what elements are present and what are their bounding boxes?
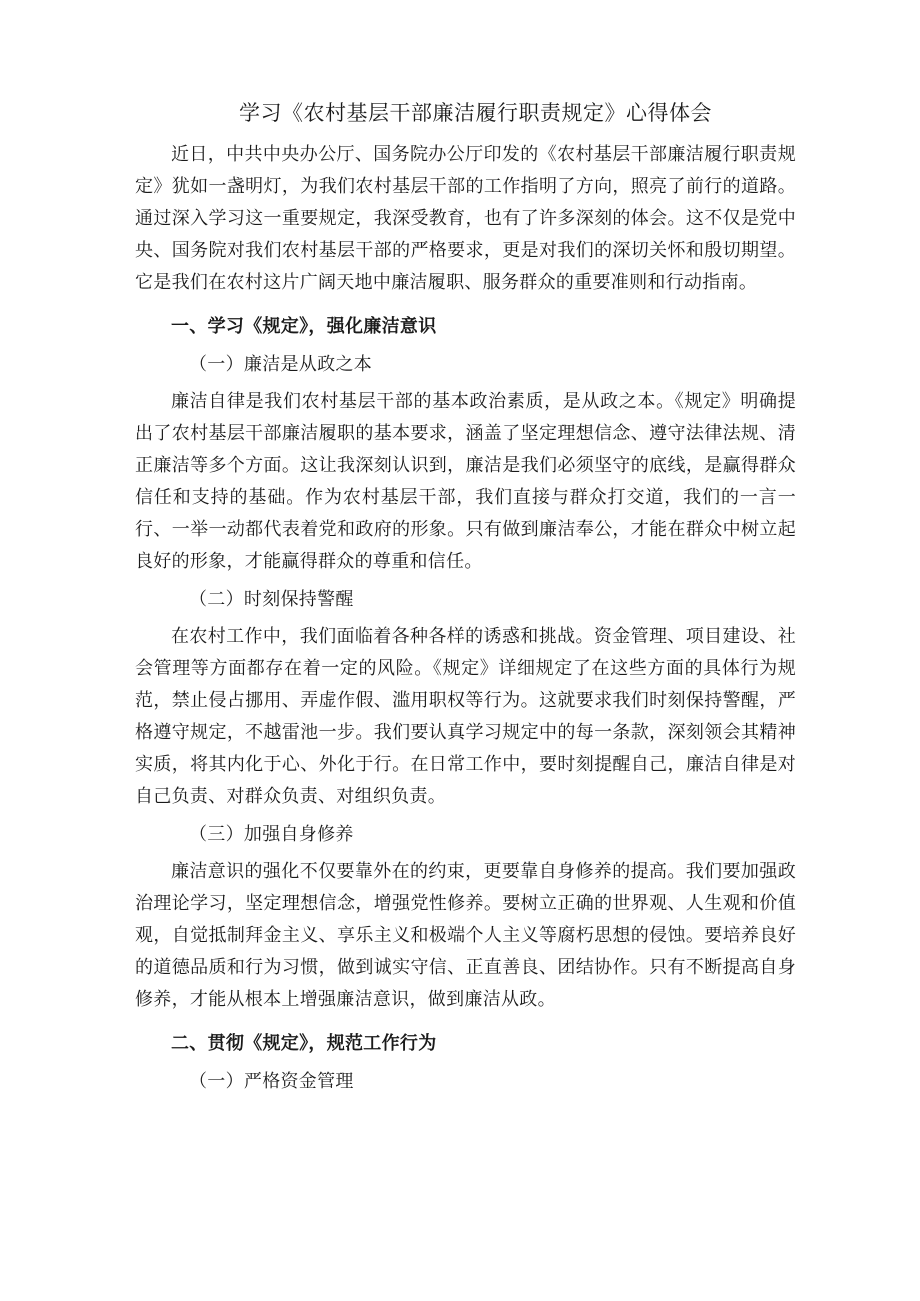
subsection-heading-2-1: （一）严格资金管理 [189,1071,354,1092]
subsection-body-1-2: 在农村工作中，我们面临着各种各样的诱惑和挑战。资金管理、项目建设、社会管理等方面都存在着一定的风险。《规定》详细规定了在这些方面的具体行为规范，禁止侵占挪用、弄虚作假、滥用职权等行为。这就要求我们时刻保持警醒，严格遵守规定，不越雷池一步。我们要认真学习规定中的每一条款，深刻领会其精神实质，将其内化于心、外化于行。在日常工作中，要时刻提醒自己，廉洁自律是对自己负责、对群众负责、对组织负责。 [135,626,796,807]
subsection-body-1-1: 廉洁自律是我们农村基层干部的基本政治素质，是从政之本。《规定》明确提出了农村基层干部廉洁履职的基本要求，涵盖了坚定理想信念、遵守法律法规、清正廉洁等多个方面。这让我深刻认识到，廉洁是我们必须坚守的底线，是赢得群众信任和支持的基础。作为农村基层干部，我们直接与群众打交道，我们的一言一行、一举一动都代表着党和政府的形象。只有做到廉洁奉公，才能在群众中树立起良好的形象，才能赢得群众的尊重和信任。 [135,391,796,572]
document-title: 学习《农村基层干部廉洁履行职责规定》心得体会 [239,101,712,125]
intro-paragraph: 近日，中共中央办公厅、国务院办公厅印发的《农村基层干部廉洁履行职责规定》犹如一盏明灯，为我们农村基层干部的工作指明了方向，照亮了前行的道路。通过深入学习这一重要规定，我深受教育，也有了许多深刻的体会。这不仅是党中央、国务院对我们农村基层干部的严格要求，更是对我们的深切关怀和殷切期望。它是我们在农村这片广阔天地中廉洁履职、服务群众的重要准则和行动指南。 [135,144,796,293]
document-page [135,100,796,1103]
section-heading-2: 二、贯彻《规定》，规范工作行为 [171,1033,437,1054]
subsection-heading-1-3: （三）加强自身修养 [189,824,354,845]
section-heading-1: 一、学习《规定》，强化廉洁意识 [171,316,437,337]
subsection-heading-1-2: （二）时刻保持警醒 [189,589,354,610]
subsection-heading-1-1: （一）廉洁是从政之本 [189,354,372,375]
subsection-body-1-3: 廉洁意识的强化不仅要靠外在的约束，更要靠自身修养的提高。我们要加强政治理论学习，坚定理想信念，增强党性修养。要树立正确的世界观、人生观和价值观，自觉抵制拜金主义、享乐主义和极端个人主义等腐朽思想的侵蚀。要培养良好的道德品质和行为习惯，做到诚实守信、正直善良、团结协作。只有不断提高自身修养，才能从根本上增强廉洁意识，做到廉洁从政。 [135,861,796,1010]
